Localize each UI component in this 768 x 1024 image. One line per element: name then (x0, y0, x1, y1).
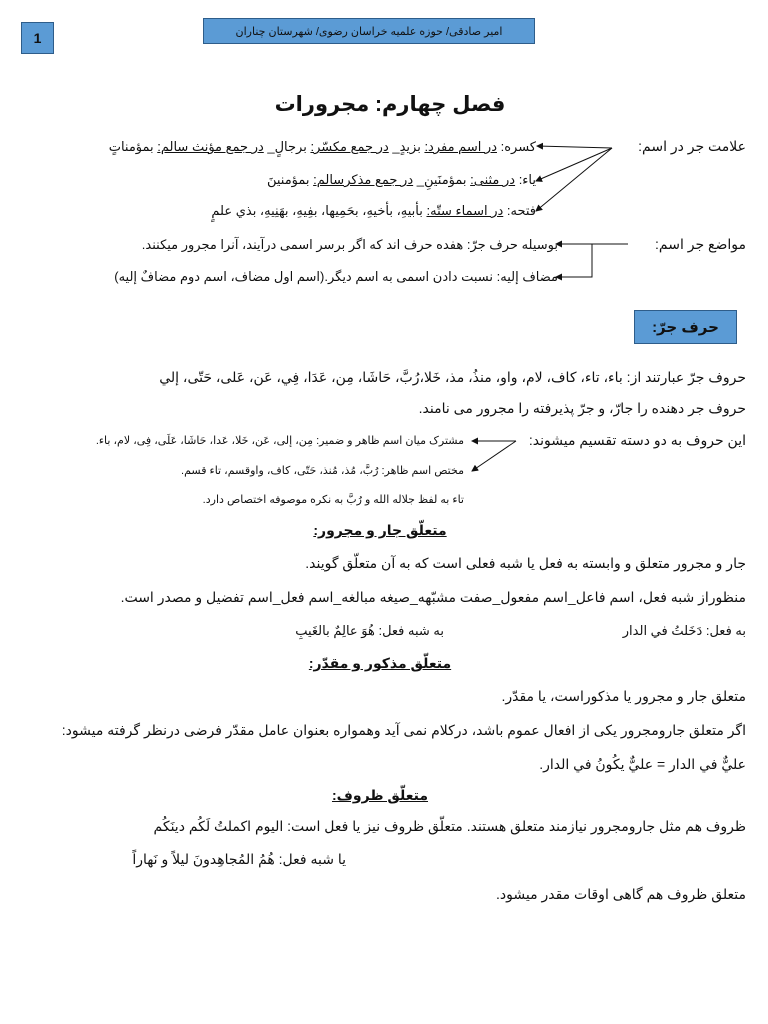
mark-kasra: کسره: در اسم مفرد: بزیدٍ_ در جمع مکسّر: برجالٍ_ در جمع مؤنث سالم: بمؤمناتٍ (108, 139, 536, 154)
position-mudaf-ilayh: مضاف إلیه: نسبت دادن اسمی به اسم دیگر.(اسم اول مضاف، اسم دوم مضافٌ إلیه) (114, 269, 558, 284)
huruf-note: تاء به لفظ جلاله الله و رُبَّ به نکره موصوفه اختصاص دارد. (202, 494, 464, 506)
example-quasi-verb: به شبه فعل: هُوَ عالِمٌ بالغَیبِ (295, 623, 444, 638)
section2-line3: عليٌّ في الدار = عليٌّ یکُونُ في الدار. (539, 756, 746, 772)
section1-line2: منظوراز شبه فعل، اسم فاعل_اسم مفعول_صفت مشبّهه_صیغه مبالغه_اسم فعل_اسم تفضیل و مصدر است. (120, 589, 746, 605)
arrow-fatha (536, 148, 612, 211)
page-title: فصل چهارم: مجرورات (274, 93, 506, 116)
huruf-list: حروف جرّ عبارتند از: باء، تاء، کاف، لام، واو، منذُ، مذ، خَلا،رُبَّ، حَاشَا، مِن، عَدَا، فِي، عَن، عَلی، حَتّی، إلي (159, 369, 746, 385)
page-number: 1 (21, 22, 54, 54)
arrow-ya (536, 148, 612, 181)
heading-jar-majrur: متعلّق جار و مجرور: (313, 522, 447, 538)
section3-line1: ظروف هم مثل جارومجرور نیازمند متعلق هستند. متعلّق ظروف نیز یا فعل است: الیوم اکملتُ لَکُم دینَکُم (153, 818, 746, 834)
section1-line1: جار و مجرور متعلق و وابسته به فعل یا شبه فعلی است که به آن متعلّق گویند. (305, 555, 746, 571)
huruf-shared: مشترک میان اسم ظاهر و ضمیر: مِن، إلی، عَن، خَلا، عَدا، حَاشَا، عَلَی، فِی، لام، باء. (95, 435, 464, 447)
position-preposition: بوسیله حرف جرّ: هفده حرف اند که اگر برسر اسمی درآیند، آنرا مجرور میکنند. (141, 237, 558, 252)
example-verb: به فعل: دَخَلتُ في الدار (622, 623, 746, 638)
arrow-position-2 (556, 244, 592, 277)
huruf-special: مختص اسم ظاهر: رُبَّ، مُذ، مُنذ، حَتّی، کاف، واوقسم، تاء قسم. (181, 465, 464, 477)
huruf-split-label: این حروف به دو دسته تقسیم میشوند: (528, 432, 746, 448)
section2-line2: اگر متعلق جارومجرور یکی از افعال عموم باشد، درکلام نمی آید وهمواره بعنوان عامل مقدّر فرضی درنظر گرفته میشود: (61, 722, 746, 738)
mark-fatha: فتحه: در اسماء ستّه: بأبیهِ، بأخیهِ، بحَمِیها، بفِیهِ، بهَنِیهِ، بذي علمٍ (211, 203, 536, 218)
section3-line2: یا شبه فعل: هُمُ المُجاهِدونَ لیلاً و نَهاراً (132, 851, 346, 867)
arrow-special (472, 441, 516, 471)
section3-line3: متعلق ظروف هم گاهی اوقات مقدر میشود. (496, 886, 746, 902)
header-banner: امیر صادقی/ حوزه علمیه خراسان رضوی/ شهرستان چناران (203, 18, 535, 44)
section2-line1: متعلق جار و مجرور یا مذکوراست، یا مقدّر. (501, 688, 746, 704)
heading-mazkur-muqaddar: متعلّق مذکور و مقدّر: (308, 655, 452, 671)
marks-label: علامت جر در اسم: (638, 138, 746, 154)
positions-label: مواضع جر اسم: (655, 236, 746, 252)
arrow-kasra (537, 146, 612, 148)
mark-ya: یاء: در مثنی: بمؤمنَینِ_ در جمع مذکرسالم: بمؤمنینَ (266, 172, 536, 187)
heading-zuruf: متعلّق ظروف: (331, 787, 429, 803)
huruf-jar-definition: حروف جر دهنده را جارّ، و جرّ پذیرفته را مجرور می نامند. (418, 400, 746, 416)
section-title-huruf: حرف جرّ: (634, 310, 737, 344)
